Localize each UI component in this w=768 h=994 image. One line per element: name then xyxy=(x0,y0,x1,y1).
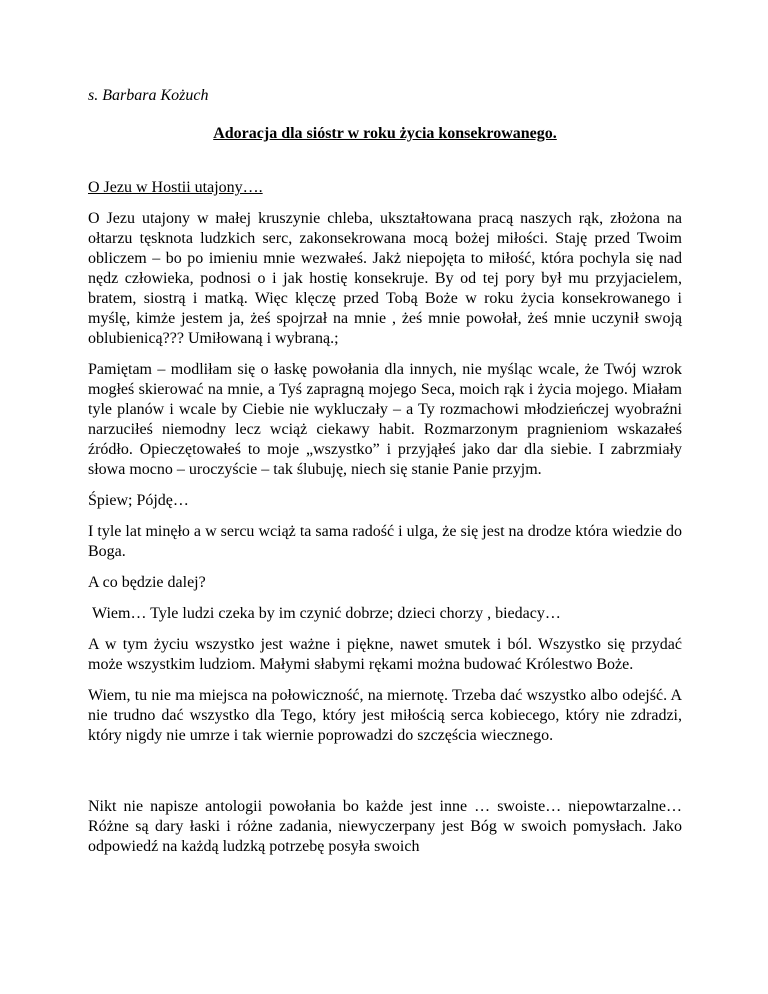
paragraph-5: A w tym życiu wszystko jest ważne i piękne, nawet smutek i ból. Wszystko się przydać może wszystkim ludziom. Małymi słabymi rękami można budować Królestwo Boże. xyxy=(88,636,682,673)
paragraph-4: Wiem… Tyle ludzi czeka by im czynić dobrze; dzieci chorzy , biedacy… xyxy=(88,605,561,622)
paragraph-6: Wiem, tu nie ma miejsca na połowiczność, na miernotę. Trzeba dać wszystko albo odejść. A nie trudno dać wszystko dla Tego, który jest miłością serca kobiecego, który nie zdradzi, który nigdy nie umrze i tak wiernie poprowadzi do szczęścia wiecznego. xyxy=(88,687,682,744)
paragraph-question: A co będzie dalej? xyxy=(88,574,206,591)
paragraph-7: Nikt nie napisze antologii powołania bo każde jest inne … swoiste… niepowtarzalne… Różne są dary łaski i różne zadania, niewyczerpany jest Bóg w swoich pomysłach. Jako odpowiedź na każdą ludzką potrzebę posyła swoich xyxy=(88,798,682,855)
paragraph-3: I tyle lat minęło a w sercu wciąż ta sama radość i ulga, że się jest na drodze która wiedzie do Boga. xyxy=(88,523,682,560)
author-line: s. Barbara Kożuch xyxy=(88,87,209,104)
paragraph-2: Pamiętam – modliłam się o łaskę powołania dla innych, nie myśląc wcale, że Twój wzrok mogłeś skierować na mnie, a Tyś zapragną mojego Seca, moich rąk i życia mojego. Miałam tyle planów i wcale by Ciebie nie wykluczały – a Ty rozmachowi młodzieńczej wyobraźni narzuciłeś niemodny lecz wciąż ciekawy habit. Rozmarzonym pragnieniom wskazałeś źródło. Opieczętowałeś to moje „wszystko” i przyjąłeś jako dar dla siebie. I zabrzmiały słowa mocno – uroczyście – tak ślubuję, niech się stanie Panie przyjm. xyxy=(88,361,682,478)
document-title: Adoracja dla sióstr w roku życia konsekrowanego. xyxy=(213,125,557,142)
paragraph-song: Śpiew; Pójdę… xyxy=(88,492,189,509)
subheading: O Jezu w Hostii utajony…. xyxy=(88,179,263,196)
paragraph-1: O Jezu utajony w małej kruszynie chleba, ukształtowana pracą naszych rąk, złożona na ołtarzu tęsknota ludzkich serc, zakonsekrowana mocą bożej miłości. Staję przed Twoim obliczem – bo po imieniu mnie wezwałeś. Jakż niepojęta to miłość, która pochyla się nad nędz człowieka, podnosi o i jak hostię konsekruje. By od tej pory był mu przyjacielem, bratem, siostrą i matką. Więc klęczę przed Tobą Boże w roku życia konsekrowanego i myślę, kimże jestem ja, żeś spojrzał na mnie , żeś mnie powołał, żeś mnie uczynił swoją oblubienicą??? Umiłowaną i wybraną.; xyxy=(88,210,682,347)
document-page xyxy=(88,86,682,857)
